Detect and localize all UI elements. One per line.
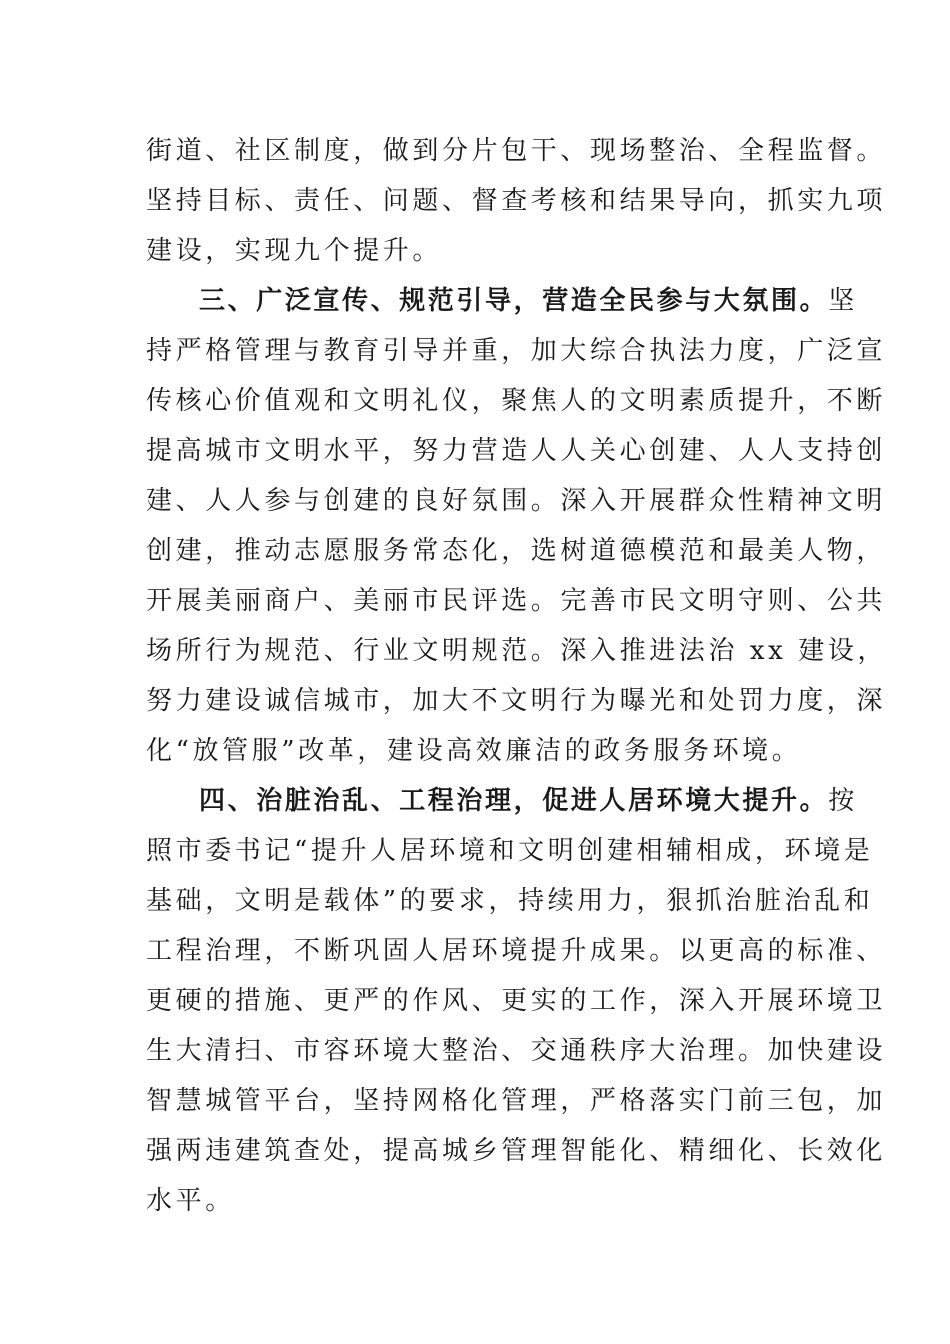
section-three-lead-text: 坚 [828, 286, 858, 316]
body-text-line: 建设，实现九个提升。 [146, 236, 443, 266]
body-text-line: 坚持目标、责任、问题、督查考核和结果导向，抓实九项 [146, 186, 887, 216]
section-three-first-line [199, 284, 858, 318]
body-text-line: 化“放管服”改革，建设高效廉洁的政务服务环境。 [146, 736, 802, 766]
body-text-line: 开展美丽商户、美丽市民评选。完善市民文明守则、公共 [146, 586, 887, 616]
body-text-line: 持严格管理与教育引导并重，加大综合执法力度，广泛宣 [146, 336, 887, 366]
body-text-line: 照市委书记“提升人居环境和文明创建相辅相成，环境是 [146, 836, 874, 866]
body-text-line: 更硬的措施、更严的作风、更实的工作，深入开展环境卫 [146, 986, 887, 1016]
body-text-line: 生大清扫、市容环境大整治、交通秩序大治理。加快建设 [146, 1036, 887, 1066]
body-text-line: 场所行为规范、行业文明规范。深入推进法治 xx 建设， [146, 636, 888, 666]
body-text-line: 街道、社区制度，做到分片包干、现场整治、全程监督。 [146, 136, 887, 166]
section-three-heading: 三、广泛宣传、规范引导，营造全民参与大氛围。 [199, 286, 829, 316]
body-text-line: 工程治理，不断巩固人居环境提升成果。以更高的标准、 [146, 936, 887, 966]
body-text-line: 提高城市文明水平，努力营造人人关心创建、人人支持创 [146, 436, 887, 466]
section-four-first-line [199, 784, 858, 818]
body-text-line: 努力建设诚信城市，加大不文明行为曝光和处罚力度，深 [146, 686, 887, 716]
body-text-line: 强两违建筑查处，提高城乡管理智能化、精细化、长效化 [146, 1136, 887, 1166]
body-text-line: 建、人人参与创建的良好氛围。深入开展群众性精神文明 [146, 486, 887, 516]
body-text-line: 传核心价值观和文明礼仪，聚焦人的文明素质提升，不断 [146, 386, 887, 416]
section-four-lead-text: 按 [828, 786, 858, 816]
body-text-line: 智慧城管平台，坚持网格化管理，严格落实门前三包，加 [146, 1086, 887, 1116]
body-text-line: 基础，文明是载体”的要求，持续用力，狠抓治脏治乱和 [146, 886, 874, 916]
section-four-heading: 四、治脏治乱、工程治理，促进人居环境大提升。 [199, 786, 829, 816]
body-text-line: 水平。 [146, 1186, 235, 1216]
body-text-line: 创建，推动志愿服务常态化，选树道德模范和最美人物， [146, 536, 887, 566]
